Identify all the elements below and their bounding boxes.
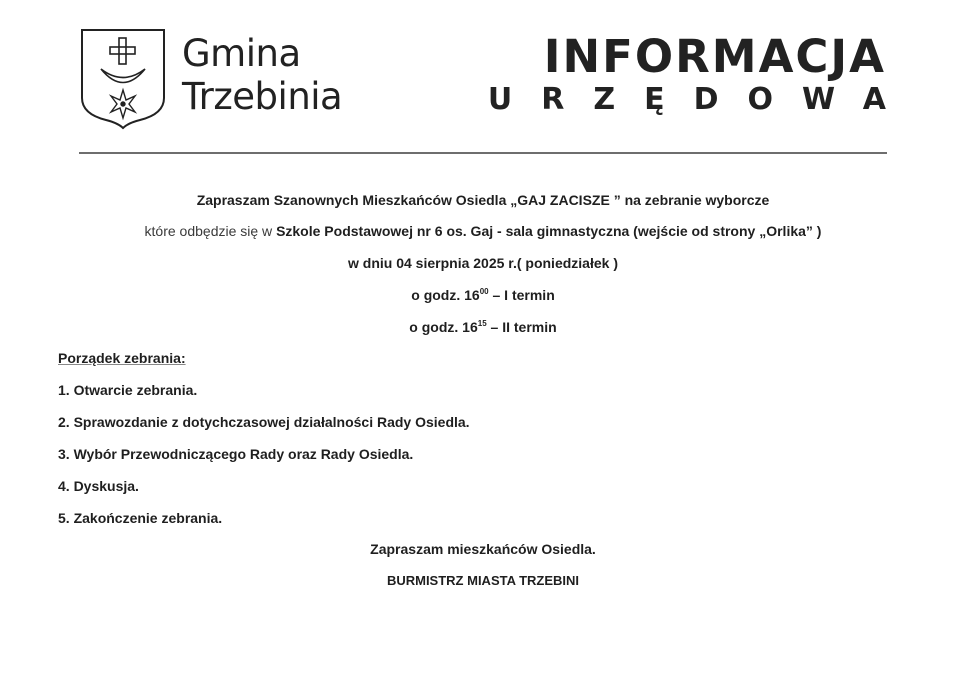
first-term-line <box>0 286 966 304</box>
crescent-icon <box>101 69 145 83</box>
invite-line: Zapraszam Szanownych Mieszkańców Osiedla „GAJ ZACISZE ” na zebranie wyborcze <box>196 192 770 208</box>
first-term-minutes: 00 <box>479 287 489 296</box>
title-line-2: URZĘDOWA <box>487 82 915 117</box>
second-term-line <box>0 318 966 336</box>
brand-name <box>182 32 342 118</box>
signature: BURMISTRZ MIASTA TRZEBINI <box>386 573 580 588</box>
first-term-hour: o godz. 16 <box>411 287 480 303</box>
second-term-minutes: 15 <box>477 319 487 328</box>
title-line-1: INFORMACJA <box>543 30 886 83</box>
venue-prefix: które odbędzie się w <box>144 223 277 239</box>
closing-invite: Zapraszam mieszkańców Osiedla. <box>370 541 596 557</box>
cross-icon <box>110 38 135 64</box>
agenda-item: 2. Sprawozdanie z dotychczasowej działalności Rady Osiedla. <box>58 414 470 430</box>
first-term-label: – I termin <box>488 287 555 303</box>
venue-name: Szkole Podstawowej nr 6 os. Gaj - sala gimnastyczna (wejście od strony „Orlika” ) <box>276 223 822 239</box>
venue-line <box>0 222 966 240</box>
brand-line-2: Trzebinia <box>182 75 343 118</box>
document-title <box>487 30 915 118</box>
agenda-item: 3. Wybór Przewodniczącego Rady oraz Rady Osiedla. <box>58 446 414 462</box>
header-divider <box>79 152 887 154</box>
agenda-heading: Porządek zebrania: <box>58 350 186 366</box>
date-line: w dniu 04 sierpnia 2025 r.( poniedziałek ) <box>348 255 618 271</box>
second-term-hour: o godz. 16 <box>409 319 478 335</box>
agenda-item: 1. Otwarcie zebrania. <box>58 382 198 398</box>
coat-of-arms-icon <box>80 28 166 130</box>
agenda-item: 4. Dyskusja. <box>58 478 139 494</box>
agenda-item: 5. Zakończenie zebrania. <box>58 510 223 526</box>
star-icon <box>111 90 135 118</box>
second-term-label: – II termin <box>486 319 557 335</box>
brand-line-1: Gmina <box>182 32 301 75</box>
